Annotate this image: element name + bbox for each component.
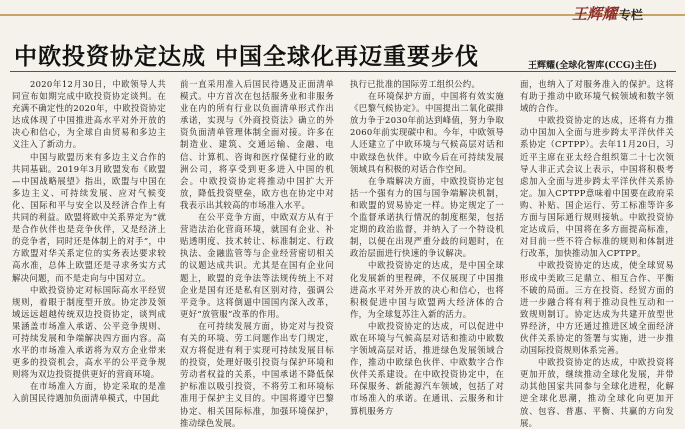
paragraph: 在争端解决方面，中欧投资协定包括一个强有力的国与国争端解决机制，和欧盟的贸易协定一样。协定规定了一个监督承诺执行情况的制度框架，包括定期的政治监督，并纳入了一个特设机制，以便在出现严重分歧的问题时，在政治层面进行快速的争议解决。: [350, 175, 504, 259]
paragraph: 中欧投资协定的达成，是中国全球化发展新的里程碑，不仅展现了中国推进高水平对外开放的决心和信心，也将积极促进中国与欧盟两大经济体的合作，为全球复苏注入新的活力。: [350, 260, 504, 319]
paragraph: 中欧投资协定的达成，还将有力推动中国加入全面与进步跨太平洋伙伴关系协定（CPTPP）。去年11月20日，习近平主席在亚太经合组织第二十七次领导人非正式会议上表示，中国将积极考虑加入全面与进步跨太平洋伙伴关系协定。加入CPTPP意味着中国要在政府采购、补贴、国企运行、劳工标准等许多方面与国际通行规则接轨。中欧投资协定达成后，中国将在多方面提高标准，对目前一些不符合标准的规则和体制进行改革，加快推动加入CPTPP。: [520, 115, 674, 259]
column-name: 王辉耀: [572, 5, 618, 23]
paragraph: 在市场准入方面，协定采取的是准入前国民待遇加负面清单模式，中国此: [12, 381, 166, 404]
paragraph: 在公平竞争方面，中欧双方从有于营造法治化营商环境，就国有企业、补贴透明度、技术转让、标准制定、行政执法、金融监管等与企业经营密切相关的议题达成共识。尤其是在国有企业问题上，欧盟的竞争法等法规传统上不对企业是国有还是私有区别对待，强调公平竞争。这将倒逼中国国内深入改革，更好“放管服”改革的作用。: [180, 212, 334, 319]
article-body: [12, 78, 676, 428]
paragraph: 在可持续发展方面，协定对与投资有关的环境、劳工问题作出专门规定，双方将促进有利于实现可持续发展目标的投资，处理好吸引投资与保护环境和劳动者权益的关系，中国承诺不降低保护标准以吸引投资，不将劳工和环境标准用于保护主义目的。中国将遵守巴黎协定、相关国际标准，加强环境保护，推动绿色发展。: [180, 320, 334, 428]
column-2: [180, 78, 334, 428]
paragraph: 中欧投资协定的达成，使全球贸易形成中美欧三足鼎立、相互合作、平衡不破的局面。三方在投资、经贸方面的进一步融合将有利于推动良性互动和一致规则制订。协定达成为共建开放型世界经济，中方还通过推进区域全面经济伙伴关系协定的签署与实施，进一步推动国际投资规则体系完善。: [520, 260, 674, 356]
paragraph: 中国与欧盟历来有多边主义合作的共同基础。2019年3月欧盟发布《欧盟—中国战略展望》指出，欧盟与中国在多边主义、可持续发展、应对气候变化、国际和平与安全以及经济合作上有共同的利益。欧盟将欧中关系界定为“就是合作伙伴也是竞争伙伴，又是经济上的竞争者，同时还是体制上的对手”，中方欧盟对华关系定位的实务表达要求较高水准，总体上欧盟还是寻求务实方式解决问题，而不是走向与中国对立。: [12, 151, 166, 283]
column-suffix: 专栏: [619, 8, 644, 22]
column-tag: [572, 3, 643, 24]
column-4: [520, 78, 674, 428]
paragraph: 中欧投资协定对标国际高水平经贸规则，着眼于制度型开放。协定涉及领域远远超越传统双边投资协定，谈判成果涵盖市场准入承诺、公平竞争规则、可持续发展和争端解决四方面内容。高水平的市场准入承诺将为双方企业带来更多的投资机会，高水平的公平竞争规则将为双边投资提供更好的营商环境。: [12, 284, 166, 380]
article-title: 中欧投资协定达成 中国全球化再迈重要步伐: [14, 44, 480, 70]
paragraph: 中欧投资协定的达成，中欧投资将更加开放，继续推动全球化发展，并带动其他国家共同参与全球化进程，化解逆全球化思潮，推动全球化向更加开放、包容、普惠、平衡、共赢的方向发展。: [520, 357, 674, 428]
paragraph: 中欧投资协定的达成，可以促进中欧在环境与气候高层对话和推动中欧数字领域高层对话，推进绿色发展领域合作，推动中欧绿色伙伴、中欧数字合作伙伴关系建设。在中欧投资协定中，在环保服务、新能源汽车领域，包括了对市场准入的承诺。在通讯、云服务和计算机服务方: [350, 320, 504, 416]
column-3: [350, 78, 504, 417]
paragraph: 执行已批准的国际劳工组织公约。: [350, 79, 481, 89]
paragraph: 2020年12月30日，中欧领导人共同宣布如期完成中欧投资协定谈判。在充满不确定性的2020年，中欧投资协定达成体现了中国推进高水平对外开放的决心和信心，为全球自由贸易和多边主义注入了新动力。: [12, 79, 166, 150]
title-rule: [10, 71, 676, 72]
paragraph: 在环境保护方面，中国将有效实施《巴黎气候协定》。中国提出二氧化碳排放力争于2030年前达到峰值，努力争取2060年前实现碳中和。今年，中欧领导人还建立了中欧环境与气候高层对话和中欧绿色伙伴。中欧今后在可持续发展领域具有积极的对话合作空间。: [350, 91, 504, 174]
article-byline: 王辉耀(全球化智库(CCG)主任): [528, 61, 658, 71]
column-1: [12, 78, 166, 417]
paragraph: 前一直采用准入后国民待遇及正面清单模式。中方首次在包括服务业和非服务业在内的所有行业以负面清单形式作出承诺，实现与《外商投资法》确立的外资负面清单管理体制全面对接。许多在制造业、建筑、交通运输、金融、电信、计算机、咨询和医疗保健行业的欧洲公司，将享受到更多进入中国的机会。中欧投资协定将推动中国扩大开放，降低投资壁垒，欧方也在协定中对我表示出其较高的市场准入水平。: [180, 79, 334, 210]
paragraph: 面，也纳入了对服务准入的保护。这将有助于推动中欧环境气候领域和数字领域的合作。: [520, 79, 674, 114]
